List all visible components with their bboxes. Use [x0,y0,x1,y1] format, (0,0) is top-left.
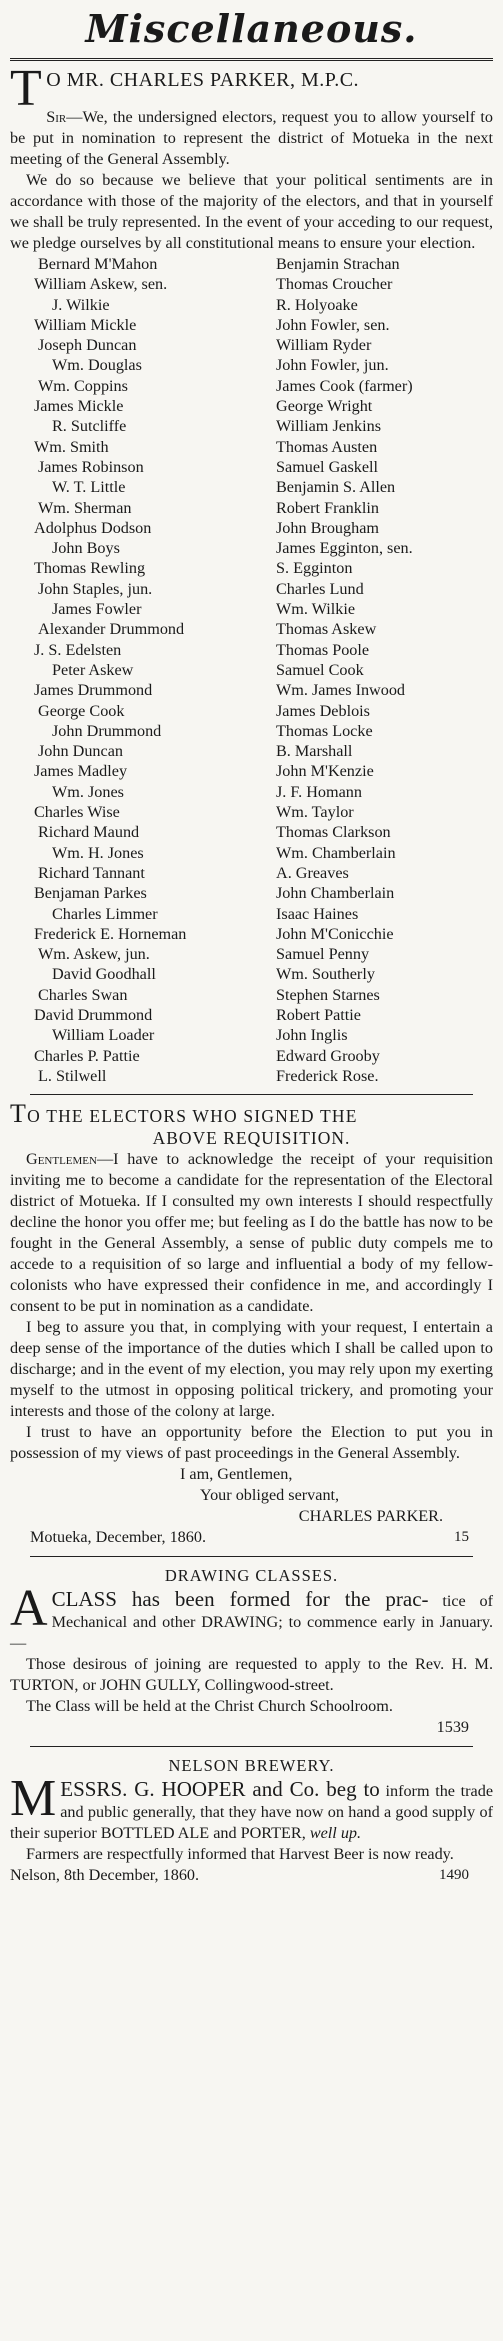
signatory-name: Thomas Austen [276,437,378,456]
reply-heading-line-2: ABOVE REQUISITION. [152,1128,351,1149]
signatory-name: James Robinson [38,457,144,476]
signatory-name: William Mickle [34,315,137,334]
drawing-paragraph-2: Those desirous of joining are requested to apply to the Rev. H. M. TURTON, or JOHN GULLY, Collingwood-street. [10,1655,493,1695]
signatory-name: Samuel Gaskell [276,457,379,476]
signatory-name: A. Greaves [276,863,349,882]
signatory-name: John Inglis [276,1026,348,1045]
signatory-name: Richard Tannant [38,863,145,882]
brewery-first-line: ESSRS. G. HOOPER and Co. beg to [60,1777,380,1802]
signatory-name: Thomas Locke [276,721,373,740]
reply-closing-2: Your obliged servant, [200,1486,340,1505]
reply-ref-number: 15 [454,1529,469,1546]
signatory-name: Joseph Duncan [38,336,137,355]
signatory-name: John Chamberlain [276,884,395,903]
signatory-name: Robert Pattie [276,1005,361,1024]
signatory-name: Wm. James Inwood [276,681,406,700]
signatory-name: John Boys [52,539,120,558]
brewery-well-up: well up. [305,1824,362,1843]
signatory-name: Wm. Askew, jun. [38,945,150,964]
signatory-name: Charles Swan [38,985,128,1004]
brewery-paragraph-1 [10,1770,494,1844]
signatory-name: George Cook [38,701,125,720]
signatory-name: William Askew, sen. [34,275,168,294]
signatory-name: R. Holyoake [276,295,358,314]
divider-2 [30,1556,473,1557]
drawing-title: DRAWING CLASSES. [164,1566,339,1586]
reply-heading-line-1 [10,1099,493,1129]
masthead-rule [10,58,493,61]
signatory-name: Robert Franklin [276,498,379,517]
signatory-name: James Drummond [34,681,153,700]
signatory-name: Thomas Poole [276,640,370,659]
signatory-name: John Drummond [52,721,162,740]
signatory-name: William Jenkins [276,417,382,436]
reply-footer [10,1527,493,1548]
reply-notice [10,1099,493,1548]
reply-paragraph-2: I beg to assure you that, in complying with your request, I entertain a deep sense of the importance of the duties which I shall be called upon to discharge; and in the event of my election, you may rely upon my exerting myself to the utmost in opposing political trickery, and promoting your interests and those of the colony at large. [10,1318,493,1421]
signatory-name: John Duncan [38,742,123,761]
divider-3 [30,1746,473,1747]
reply-dropcap: T [10,1099,28,1129]
signatory-name: John Fowler, jun. [276,356,389,375]
signatory-name: Wm. Douglas [52,356,142,375]
drawing-first-line: CLASS has been formed for the prac- [51,1587,429,1612]
brewery-title: NELSON BREWERY. [168,1756,335,1776]
reply-closing-1: I am, Gentlemen, [180,1465,293,1484]
signatory-name: L. Stilwell [38,1066,107,1085]
signatory-name: J. Wilkie [52,295,110,314]
signatory-name: Wm. Wilkie [276,600,356,619]
signatory-name: R. Sutcliffe [52,417,127,436]
reply-signature: CHARLES PARKER. [298,1507,443,1526]
signatory-name: James Egginton, sen. [276,539,413,558]
signatory-name: Samuel Penny [276,945,370,964]
signatory-name: James Madley [34,762,128,781]
reply-paragraph-1-text: —I have to acknowledge the receipt of your requisition inviting me to become a candidate for the representation of the Electoral district of Motueka. If I consulted my own interests I should respectfully decline the honor you offer me; but feeling as I do the battle has now to be fought in the General Assembly, a sense of public duty compels me to accede to a requisition of so large and influential a body of my fellow-colonists who have expressed their confidence in me, and accordingly I consent to be put in nomination as a candidate. [10,1150,493,1316]
drawing-paragraph-1 [10,1580,493,1654]
signatory-name: B. Marshall [276,742,353,761]
signatory-name: David Goodhall [52,965,156,984]
requisition-dropcap: T [10,60,43,117]
signatory-name: Wm. Sherman [38,498,132,517]
reply-place-date: Motueka, December, 1860. [30,1528,207,1547]
signatory-name: Wm. H. Jones [52,843,144,862]
signatory-name: Benjaman Parkes [34,884,147,903]
signatory-name: Wm. Chamberlain [276,843,396,862]
signatory-name: James Fowler [52,600,142,619]
requisition-heading-text: O MR. CHARLES PARKER, M.P.C. [46,69,360,91]
reply-salutation: Gentlemen [26,1150,97,1169]
signatory-name: Charles P. Pattie [34,1046,140,1065]
signatory-name: James Cook (farmer) [276,376,413,395]
signatory-name: J. S. Edelsten [34,640,122,659]
drawing-paragraph-3 [10,1696,493,1717]
reply-paragraph-3: I trust to have an opportunity before the Election to put you in possession of my views of past proceedings in the General Assembly. [10,1423,493,1463]
brewery-place-date: Nelson, 8th December, 1860. [10,1866,200,1885]
signatory-column-left [10,254,268,1086]
signatory-name: Wm. Southerly [276,965,375,984]
requisition-paragraph-1 [10,107,493,170]
requisition-paragraph-2: We do so because we believe that your political sentiments are in accordance with those of the majority of the electors, and that in yourself we shall be truly represented. In the event of your acceding to our request, we pledge ourselves by all constitutional means to ensure your election. [10,171,493,252]
signatory-name: Samuel Cook [276,660,364,679]
signatory-name: Frederick E. Horneman [34,924,187,943]
signatory-name: J. F. Homann [276,782,362,801]
brewery-ref-number: 1490 [439,1867,469,1884]
signatory-name: George Wright [276,397,373,416]
signatory-name: Alexander Drummond [38,620,185,639]
signatory-name: Wm. Taylor [276,803,354,822]
signatory-name: Richard Maund [38,823,140,842]
signatory-name: William Loader [52,1026,155,1045]
brewery-footer [10,1865,493,1886]
signatory-name: Wm. Coppins [38,376,128,395]
signatory-name: Charles Limmer [52,904,158,923]
signatory-name: Edward Grooby [276,1046,380,1065]
drawing-paragraph-3-text: The Class will be held at the Christ Church Schoolroom. [26,1697,393,1716]
drawing-paragraph-1-text: tice of Mechanical and other DRAWING; to commence early in January.— [10,1592,493,1653]
signatory-name: Benjamin Strachan [276,255,400,273]
signatory-name: James Deblois [276,701,370,720]
signatory-name: Adolphus Dodson [34,518,152,537]
signatory-name: Charles Wise [34,803,120,822]
signatory-name: John M'Conicchie [276,924,394,943]
signatory-name: Isaac Haines [276,904,359,923]
signatory-name: Bernard M'Mahon [38,255,158,273]
signatory-name: Thomas Croucher [276,275,393,294]
drawing-ref-number: 1539 [436,1718,469,1737]
signatory-name: David Drummond [34,1005,153,1024]
drawing-dropcap: A [10,1580,48,1638]
reply-paragraph-1 [10,1149,493,1317]
newspaper-page [10,0,493,1886]
signatory-name: Frederick Rose. [276,1066,379,1085]
signatory-column-right [268,254,493,1086]
signatory-name: Thomas Rewling [34,559,146,578]
reply-heading-text-1: O THE ELECTORS WHO SIGNED THE [27,1106,358,1127]
signatory-name: Thomas Askew [276,620,377,639]
signatory-name: William Ryder [276,336,372,355]
brewery-notice [10,1755,493,1886]
requisition-paragraph-1-text: —We, the undersigned electors, request you to allow yourself to be put in nomination to represent the district of Motueka in the next meeting of the General Assembly. [10,108,493,168]
signatory-name: John M'Kenzie [276,762,374,781]
signatory-name: Wm. Smith [34,437,109,456]
section-masthead: Miscellaneous. [85,6,418,51]
signatory-name: Wm. Jones [52,782,124,801]
signatory-name: Benjamin S. Allen [276,478,396,497]
requisition-notice [10,60,493,1086]
brewery-dropcap: M [10,1770,57,1828]
signatory-name: John Brougham [276,518,379,537]
brewery-paragraph-2: Farmers are respectfully informed that Harvest Beer is now ready. [26,1845,454,1864]
signatory-name: W. T. Little [52,478,126,497]
requisition-salutation: Sir [46,108,67,126]
signatory-list [10,254,493,1086]
brewery-paragraph-1-text: inform the trade and public generally, that they have now on hand a good supply of their superior BOTTLED ALE and PORTER, [10,1782,494,1843]
signatory-name: Stephen Starnes [276,985,380,1004]
signatory-name: Charles Lund [276,579,364,598]
signatory-name: S. Egginton [276,559,353,578]
signatory-name: Thomas Clarkson [276,823,391,842]
signatory-name: James Mickle [34,397,124,416]
signatory-name: John Fowler, sen. [276,315,390,334]
divider-1 [30,1094,473,1095]
signatory-name: John Staples, jun. [38,579,153,598]
signatory-name: Peter Askew [52,660,134,679]
drawing-classes-notice [10,1565,493,1738]
